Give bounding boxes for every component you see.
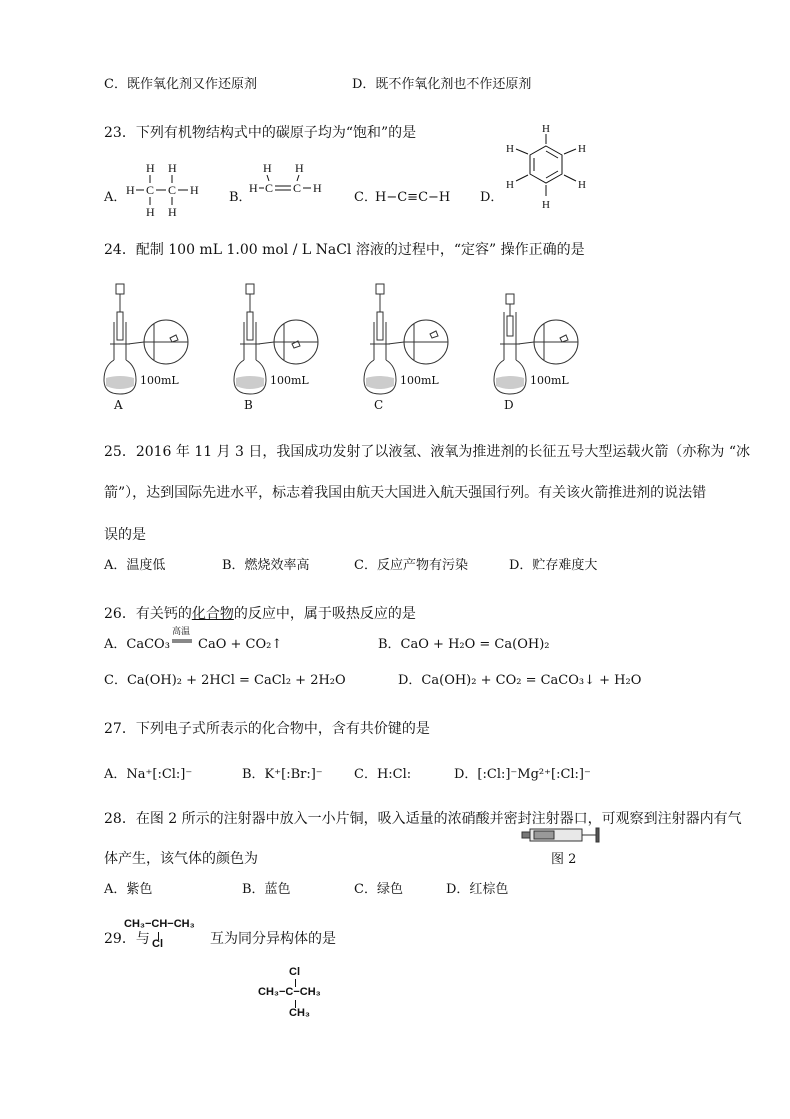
q27-option-a: A．Na⁺[:Cl:]⁻ — [104, 767, 193, 782]
q29-stem-prefix: 29．与 — [104, 931, 150, 947]
svg-text:H: H — [263, 161, 272, 175]
q27-option-d: D．[:Cl:]⁻Mg²⁺[:Cl:]⁻ — [454, 767, 591, 782]
q26-heat-arrow — [172, 626, 194, 646]
q26-stem-suffix: 的反应中，属于吸热反应的是 — [233, 606, 416, 622]
svg-text:H: H — [168, 161, 177, 175]
svg-text:H: H — [542, 123, 550, 135]
q24-figure-d-label: D — [504, 398, 514, 412]
q26-option-d: D．Ca(OH)₂ + CO₂ = CaCO₃↓ + H₂O — [398, 673, 642, 688]
q28-option-d: D．红棕色 — [446, 882, 509, 897]
q25-stem-line-3: 误的是 — [104, 527, 146, 543]
q24-figure-a — [100, 282, 210, 412]
q24-figure-a-volume: 100mL — [140, 374, 179, 387]
q29-reference-substituent: Cl — [152, 938, 163, 950]
svg-text:H: H — [249, 181, 258, 195]
q26-stem-marked: 化合物 — [191, 606, 234, 622]
svg-text:H: H — [506, 179, 514, 191]
svg-text:H: H — [146, 205, 155, 219]
svg-text:H: H — [578, 179, 586, 191]
q23-benzene-structure — [500, 120, 592, 216]
q24-stem: 24．配制 100 mL 1.00 mol / L NaCl 溶液的过程中，“定容” 操作正确的是 — [104, 242, 585, 258]
q27-stem: 27．下列电子式所表示的化合物中，含有共价键的是 — [104, 721, 430, 737]
q26-option-c: C．Ca(OH)₂ + 2HCl = CaCl₂ + 2H₂O — [104, 673, 346, 688]
q27-option-b: B．K⁺[:Br:]⁻ — [242, 767, 323, 782]
q23-option-c-formula: H−C≡C−H — [375, 190, 451, 205]
q25-stem-line-1: 25．2016 年 11 月 3 日，我国成功发射了以液氢、液氧为推进剂的长征五号大型运载火箭（亦称为 “冰 — [104, 444, 751, 460]
q26-option-b: B．CaO + H₂O = Ca(OH)₂ — [378, 637, 550, 652]
q26-stem — [104, 605, 416, 623]
q24-figure-b-volume: 100mL — [270, 374, 309, 387]
q22-option-d: D．既不作氧化剂也不作还原剂 — [352, 77, 532, 92]
q24-figure-c-volume: 100mL — [400, 374, 439, 387]
svg-text:H: H — [313, 181, 322, 195]
q26-arrow-condition: 高温 — [172, 627, 191, 637]
svg-text:H: H — [190, 183, 199, 197]
svg-text:H: H — [168, 205, 177, 219]
q29-reference-chain: CH₃−CH−CH₃ — [124, 918, 195, 930]
q26-stem-prefix: 26．有关钙的 — [104, 606, 192, 622]
q28-stem-line-1: 28．在图 2 所示的注射器中放入一小片铜，吸入适量的浓硝酸并密封注射器口，可观察到注射器内有气 — [104, 811, 742, 827]
q23-option-b-label: B． — [229, 190, 252, 205]
svg-text:H: H — [126, 183, 135, 197]
q25-stem-line-2: 箭”），达到国际先进水平，标志着我国由航天大国进入航天强国行列。有关该火箭推进剂的说法错 — [104, 485, 707, 501]
q29-candidate-top: Cl — [289, 966, 300, 978]
q24-figure-b-label: B — [244, 398, 253, 412]
q28-option-a: A．紫色 — [104, 882, 153, 897]
svg-text:C: C — [168, 183, 177, 197]
q27-option-c: C．H:Cl: — [354, 767, 412, 782]
q29-stem-suffix: 互为同分异构体的是 — [210, 931, 336, 947]
q28-stem-line-2: 体产生，该气体的颜色为 — [104, 851, 258, 867]
svg-text:H: H — [578, 143, 586, 155]
q29-reference-structure — [124, 918, 208, 954]
q25-option-c: C．反应产物有污染 — [354, 558, 468, 573]
q24-figure-a-label: A — [114, 398, 123, 412]
q24-figure-d-volume: 100mL — [530, 374, 569, 387]
q28-syringe-image — [520, 826, 602, 844]
svg-text:C: C — [265, 181, 274, 195]
q23-option-d-label: D． — [480, 190, 504, 205]
q23-ethane-structure — [124, 158, 210, 222]
q25-option-d: D．贮存难度大 — [509, 558, 598, 573]
svg-text:H: H — [295, 161, 304, 175]
svg-text:H: H — [506, 143, 514, 155]
q26-option-a-right: CaO + CO₂↑ — [198, 637, 283, 652]
q23-option-a-label: A． — [104, 190, 127, 205]
q29-candidate-structure — [258, 966, 342, 1026]
q23-stem: 23．下列有机物结构式中的碳原子均为“饱和”的是 — [104, 125, 417, 141]
q28-figure-caption: 图 2 — [551, 852, 577, 867]
q28-option-b: B．蓝色 — [242, 882, 291, 897]
q29-candidate-middle: CH₃−C−CH₃ — [258, 986, 321, 998]
q23-option-c-label: C． — [354, 190, 377, 205]
svg-text:H: H — [542, 199, 550, 211]
svg-text:C: C — [146, 183, 155, 197]
svg-text:H: H — [146, 161, 155, 175]
q28-option-c: C．绿色 — [354, 882, 403, 897]
q22-option-c: C．既作氧化剂又作还原剂 — [104, 77, 257, 92]
q24-figure-c-label: C — [374, 398, 384, 412]
q24-figure-d — [490, 282, 600, 412]
svg-text:C: C — [293, 181, 302, 195]
q24-figure-c — [360, 282, 470, 412]
q25-option-b: B．燃烧效率高 — [222, 558, 310, 573]
q25-option-a: A．温度低 — [104, 558, 166, 573]
q26-option-a-left: A．CaCO₃ — [104, 637, 170, 652]
q24-figure-b — [230, 282, 340, 412]
q23-ethene-structure — [247, 160, 329, 200]
q29-candidate-bottom: CH₃ — [289, 1007, 310, 1019]
